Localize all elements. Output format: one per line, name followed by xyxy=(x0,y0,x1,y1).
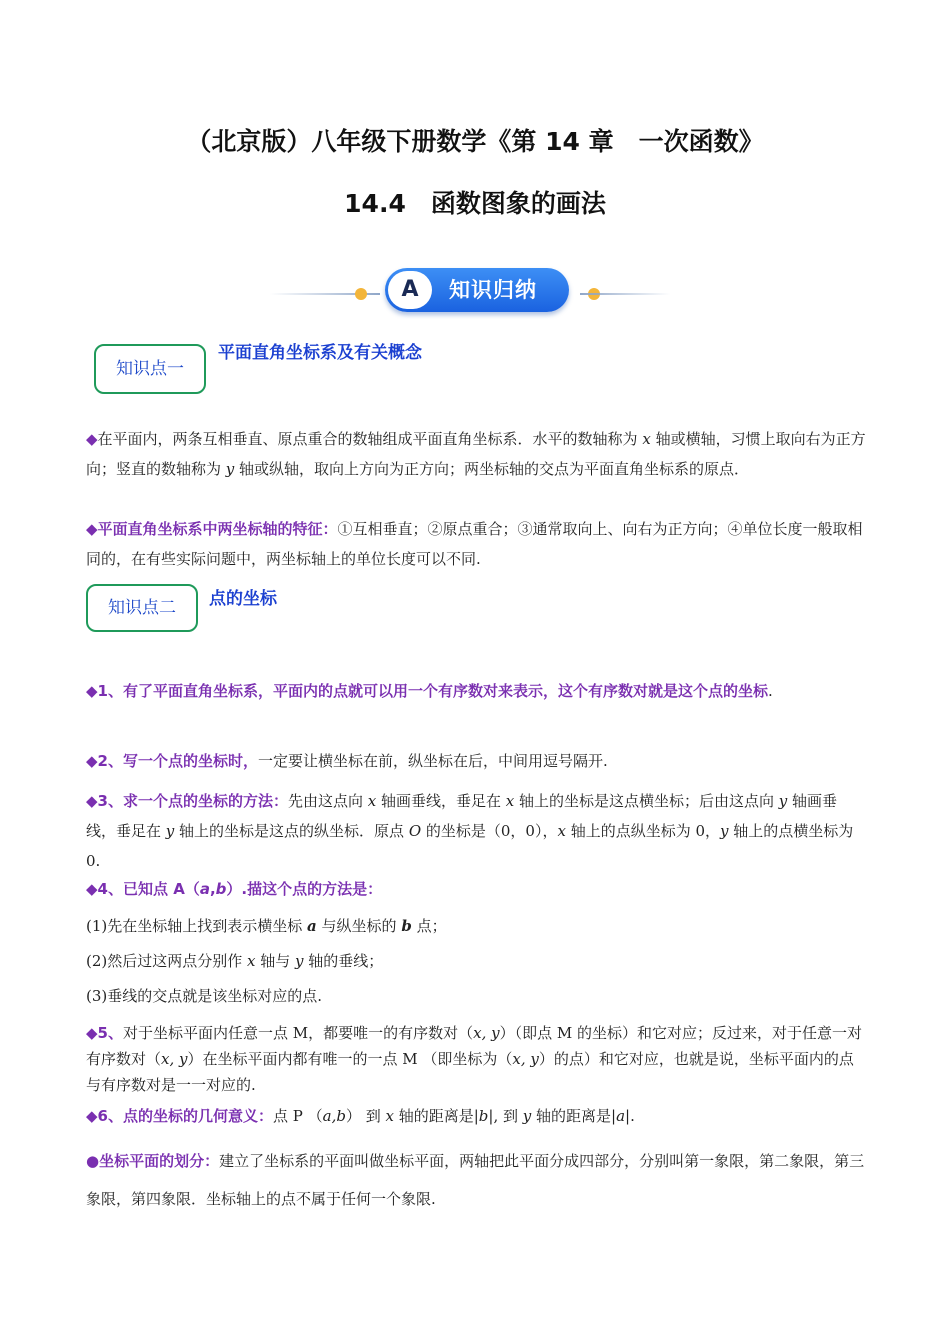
point-step-1: (1)先在坐标轴上找到表示横坐标 a 与纵坐标的 b 点； xyxy=(86,917,447,935)
point-item-6: ◆6、点的坐标的几何意义：点 P （a,b） 到 x 轴的距离是|b|, 到 y 轴的距离是|a|. xyxy=(86,1107,635,1125)
point-item-1: ◆1、有了平面直角坐标系，平面内的点就可以用一个有序数对来表示，这个有序数对就是这个点的坐标. xyxy=(86,682,773,700)
banner-pill xyxy=(385,268,569,312)
document-title: （北京版）八年级下册数学《第 14 章 一次函数》 xyxy=(186,127,764,156)
section-banner xyxy=(250,267,690,319)
banner-label: 知识归纳 xyxy=(449,278,537,302)
point-step-2: (2)然后过这两点分别作 x 轴与 y 轴的垂线； xyxy=(86,952,384,970)
knowledge-point-1-heading: 平面直角坐标系及有关概念 xyxy=(218,343,422,363)
section-title: 14.4 函数图象的画法 xyxy=(344,189,606,218)
quadrant-division: ●坐标平面的划分：建立了坐标系的平面叫做坐标平面，两轴把此平面分成四部分，分别叫第一象限，第二象限，第三象限，第四象限．坐标轴上的点不属于任何一个象限. xyxy=(86,1152,865,1208)
banner-letter: A xyxy=(388,271,432,309)
paragraph-axis-features: ◆平面直角坐标系中两坐标轴的特征：①互相垂直；②原点重合；③通常取向上、向右为正方向；④单位长度一般取相同的，在有些实际问题中，两坐标轴上的单位长度可以不同. xyxy=(86,520,863,568)
point-item-5: ◆5、对于坐标平面内任意一点 M，都要唯一的有序数对（x, y）（即点 M 的坐标）和它对应；反过来，对于任意一对有序数对（x, y）在坐标平面内都有唯一的一点 M （即坐标为（x, y）的点）和它对应，也就是说，坐标平面内的点与有序数对是一一对应的. xyxy=(86,1024,863,1094)
knowledge-point-2-heading: 点的坐标 xyxy=(209,589,277,609)
knowledge-point-2-tag: 知识点二 xyxy=(86,584,198,632)
paragraph-coordinate-system: ◆在平面内，两条互相垂直、原点重合的数轴组成平面直角坐标系．水平的数轴称为 x 轴或横轴，习惯上取向右为正方向；竖直的数轴称为 y 轴或纵轴，取向上方向为正方向；两坐标轴的交点为平面直角坐标系的原点． xyxy=(86,430,866,478)
point-step-3: (3)垂线的交点就是该坐标对应的点. xyxy=(86,987,323,1005)
point-item-2: ◆2、写一个点的坐标时，一定要让横坐标在前，纵坐标在后，中间用逗号隔开. xyxy=(86,752,608,770)
point-item-4: ◆4、已知点 A（a,b）.描这个点的方法是： xyxy=(86,880,383,898)
knowledge-point-1-tag: 知识点一 xyxy=(94,344,206,394)
banner-right-line xyxy=(580,293,670,295)
banner-left-dot xyxy=(355,288,367,300)
point-item-3: ◆3、求一个点的坐标的方法：先由这点向 x 轴画垂线，垂足在 x 轴上的坐标是这点横坐标；后由这点向 y 轴画垂线，垂足在 y 轴上的坐标是这点的纵坐标．原点 O 的坐标是（0，0），x 轴上的点纵坐标为 0，y 轴上的点横坐标为 0. xyxy=(86,792,854,870)
